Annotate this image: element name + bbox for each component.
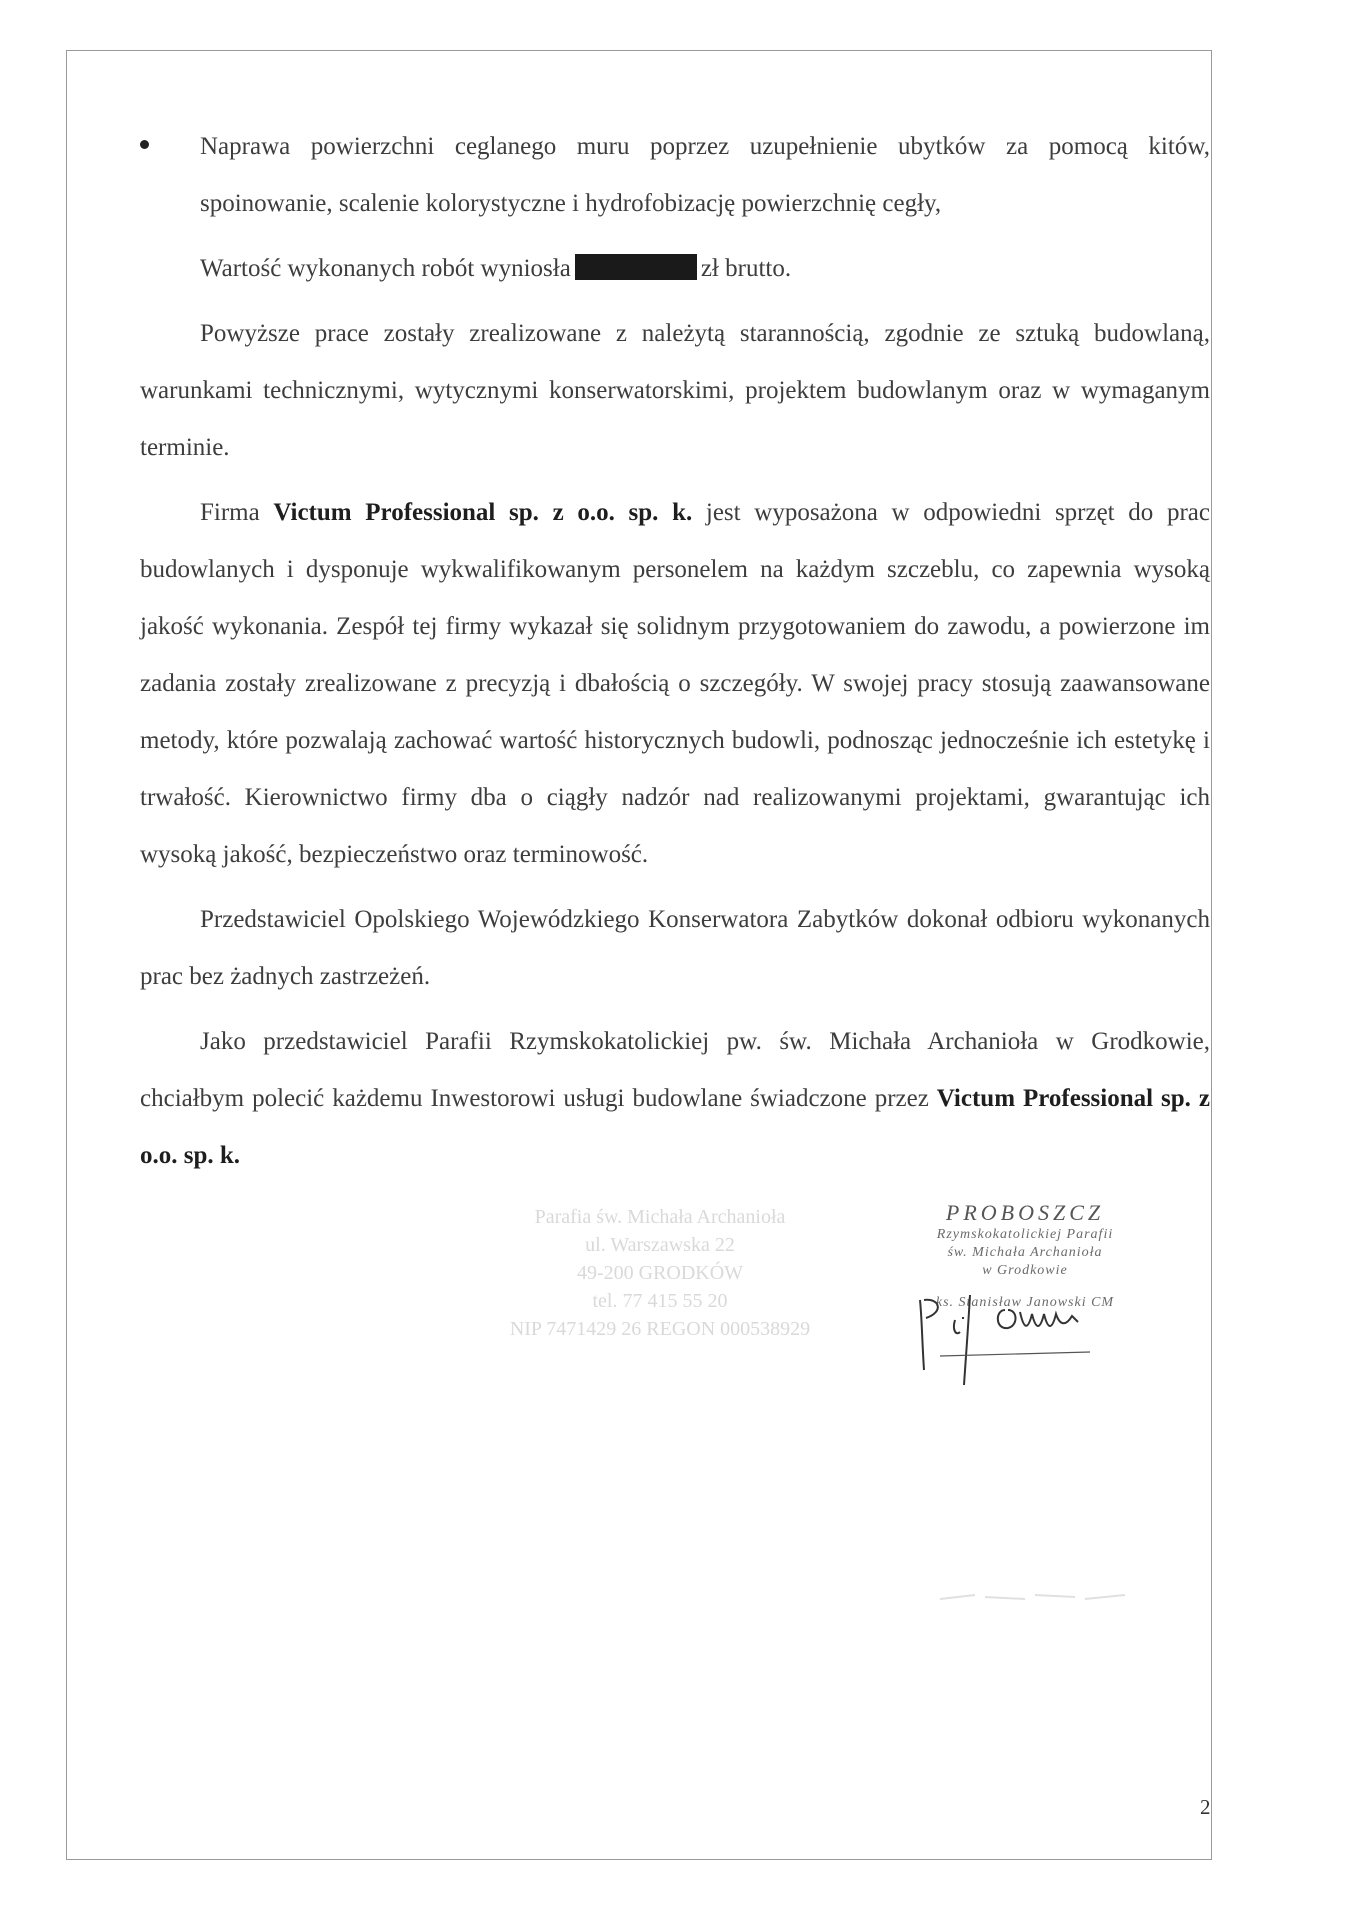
company-name: Victum Professional sp. z o.o. sp. k.	[273, 499, 693, 526]
parish-stamp-line: 49-200 GRODKÓW	[576, 1262, 744, 1284]
value-text-after: zł brutto.	[700, 255, 792, 282]
faint-ink-mark	[935, 1585, 1135, 1609]
recommendation-company-name: Victum Professional sp. z o.o. sp. k.	[140, 1085, 1210, 1169]
value-text-before: Wartość wykonanych robót wyniosła	[200, 255, 571, 282]
bullet-text: Naprawa powierzchni ceglanego muru poprzez uzupełnienie ubytków za pomocą kitów, spoinowanie, scalenie kolorystyczne i hydrofobizację powierzchnię cegły,	[200, 133, 1210, 217]
parish-stamp-line: Parafia św. Michała Archanioła	[534, 1206, 786, 1228]
paragraph-conservator: Przedstawiciel Opolskiego Wojewódzkiego Konserwatora Zabytków dokonał odbioru wykonanych prac bez żadnych zastrzeżeń.	[140, 906, 1210, 990]
bullet-item-repair	[140, 118, 1210, 232]
company-text-after: jest wyposażona w odpowiedni sprzęt do prac budowlanych i dysponuje wykwalifikowanym personelem na każdym szczeblu, co zapewnia wysoką jakość wykonania. Zespół tej firmy wykazał się solidnym przygotowaniem do zawodu, a powierzone im zadania zostały zrealizowane z precyzją i dbałością o szczegóły. W swojej pracy stosują zaawansowane metody, które pozwalają zachować wartość historycznych budowli, podnosząc jednocześnie ich estetykę i trwałość. Kierownictwo firmy dba o ciągły nadzór nad realizowanymi projektami, gwarantując ich wysoką jakość, bezpieczeństwo oraz terminowość.	[140, 499, 1210, 868]
parish-stamp-line: tel. 77 415 55 20	[592, 1290, 728, 1312]
paragraph-quality: Powyższe prace zostały zrealizowane z należytą starannością, zgodnie ze sztuką budowlaną, warunkami technicznymi, wytycznymi konserwatorskimi, projektem budowlanym oraz w wymaganym terminie.	[140, 320, 1210, 461]
document-body	[140, 118, 1210, 1184]
company-text-before: Firma	[200, 499, 260, 526]
bullet-dot-icon	[140, 140, 149, 149]
handwritten-signature	[900, 1260, 1100, 1390]
paragraph-company	[140, 484, 1210, 883]
paragraph-value	[140, 240, 1210, 297]
priest-stamp-line: w Grodkowie	[982, 1263, 1068, 1278]
priest-stamp-name: ks. Stanisław Janowski CM	[935, 1295, 1115, 1310]
paragraph-recommendation	[140, 1013, 1210, 1184]
priest-stamp-line: św. Michała Archanioła	[947, 1245, 1103, 1260]
page-number: 2	[1200, 1795, 1211, 1819]
parish-stamp	[480, 1203, 840, 1343]
recommendation-text: Jako przedstawiciel Parafii Rzymskokatolickiej pw. św. Michała Archanioła w Grodkowie, chciałbym polecić każdemu Inwestorowi usługi budowlane świadczone przez	[140, 1028, 1210, 1112]
redacted-amount	[575, 254, 697, 280]
parish-stamp-line: ul. Warszawska 22	[585, 1234, 735, 1256]
parish-stamp-line: NIP 7471429 26 REGON 000538929	[509, 1318, 811, 1340]
priest-stamp-title: PROBOSZCZ	[945, 1200, 1105, 1225]
priest-stamp-line: Rzymskokatolickiej Parafii	[936, 1227, 1114, 1242]
